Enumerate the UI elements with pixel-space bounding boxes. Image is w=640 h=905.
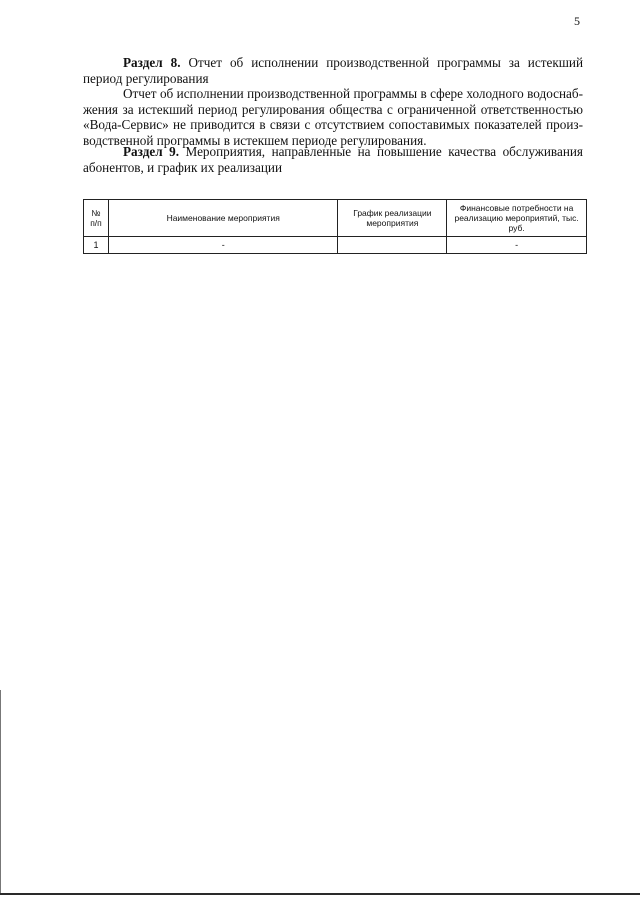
section-8-heading — [83, 55, 583, 86]
page-number: 5 — [574, 14, 580, 28]
section-8-title: Отчет об исполнении производственной программы за истекший период регулирования — [83, 55, 584, 86]
cell-name: - — [108, 237, 337, 254]
scan-edge-bottom — [0, 893, 640, 895]
header-finance: Финансовые потребности на реализацию мероприятий, тыс. руб. — [447, 200, 587, 237]
section-8-body: Отчет об исполнении производственной программы в сфере холодного водоснаб-жения за истекший период регулирования общества с ограниченной ответственностью «Вода-Сервис» не приводится в связи с отсутствием сопоставимых показателей произ-водственной программы в истекшем периоде регулирования. — [83, 86, 583, 148]
cell-number: 1 — [84, 237, 109, 254]
cell-schedule — [338, 237, 447, 254]
section-8 — [83, 55, 583, 148]
header-schedule: График реализации мероприятия — [338, 200, 447, 237]
section-9-heading — [83, 144, 583, 175]
cell-finance: - — [447, 237, 587, 254]
table-header-row — [84, 200, 587, 237]
header-number: № п/п — [84, 200, 109, 237]
measures-table — [83, 199, 587, 254]
section-9 — [83, 144, 583, 175]
section-9-title: Мероприятия, направленные на повышение качества обслуживания абонентов, и график их реализации — [83, 144, 584, 175]
header-name: Наименование мероприятия — [108, 200, 337, 237]
scan-edge-left — [0, 690, 1, 895]
table-row — [84, 237, 587, 254]
section-9-label: Раздел 9. — [123, 144, 180, 159]
section-8-label: Раздел 8. — [123, 55, 181, 70]
